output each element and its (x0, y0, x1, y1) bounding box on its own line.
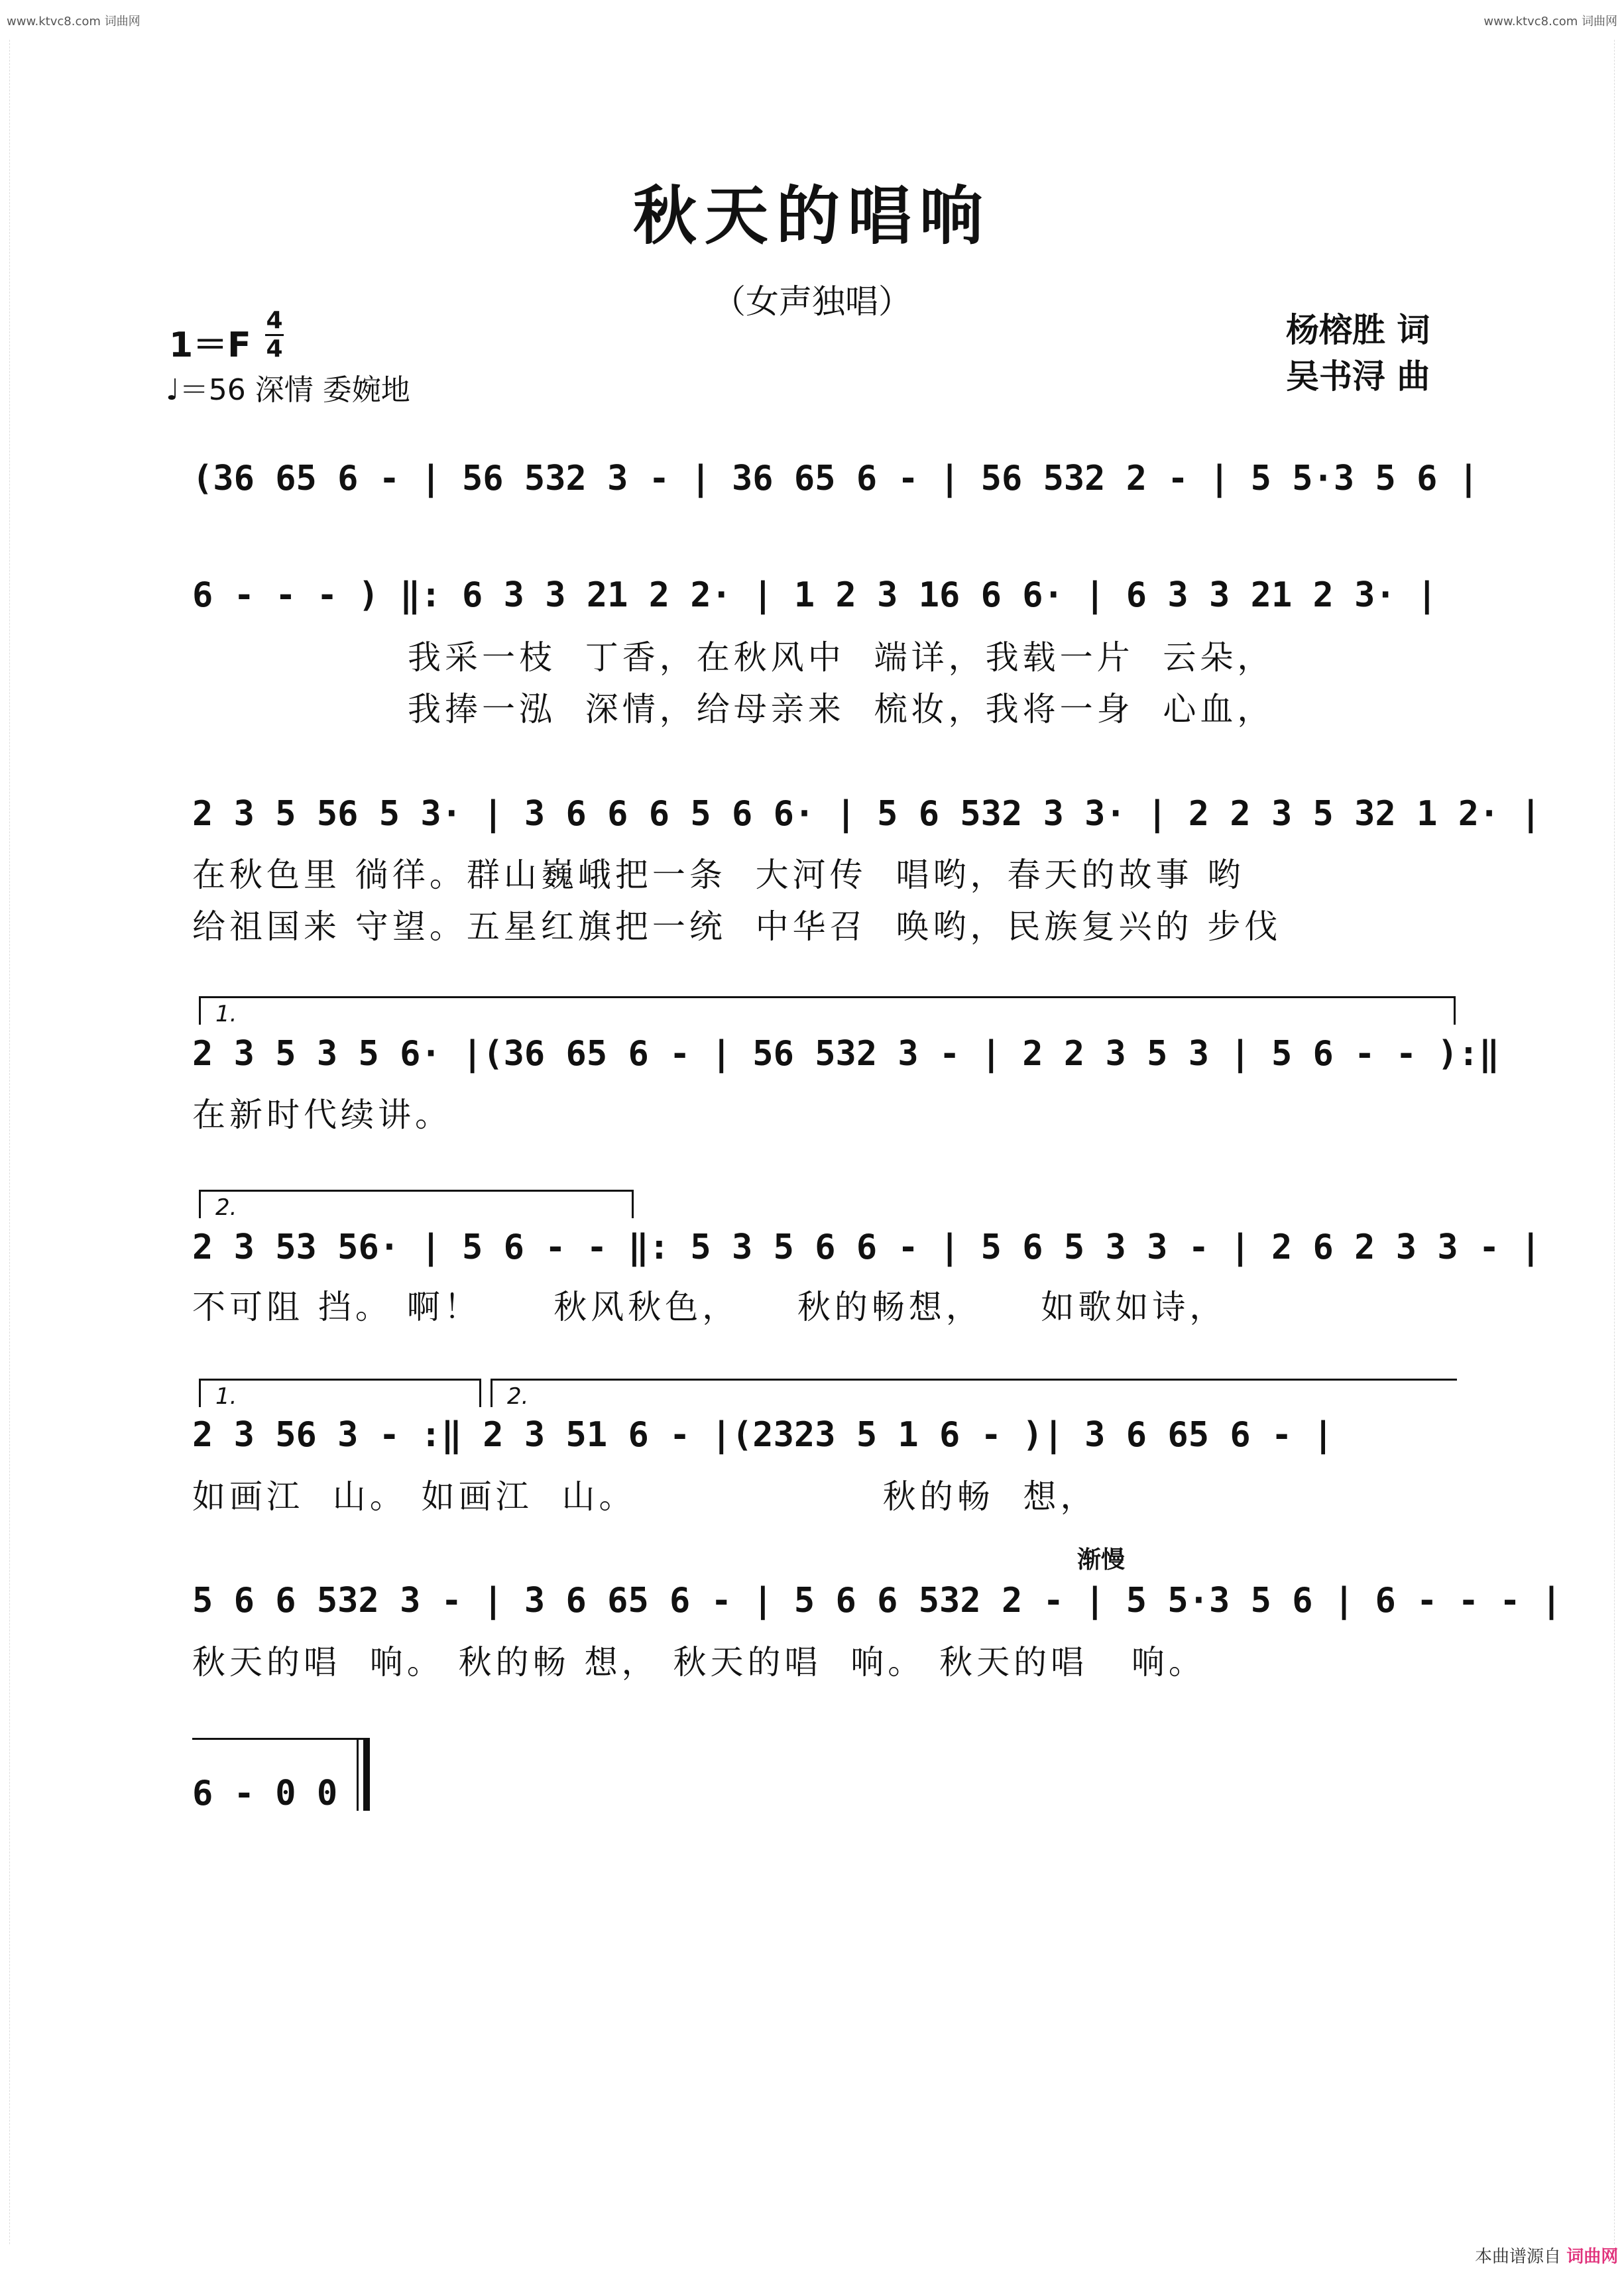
score-line-7: 5 6 6 532 3 - | 3 6 65 6 - | 5 6 6 532 2 - | 5 5·3 5 6 | 6 - - - | (192, 1581, 1562, 1621)
time-signature-bottom: 4 (266, 335, 283, 363)
time-signature (265, 309, 284, 361)
second-ending-bracket-b (491, 1379, 1457, 1410)
lyric-line-5: 不可阻 挡。 啊！ 秋风秋色， 秋的畅想， 如歌如诗， (192, 1288, 1227, 1326)
score-line-4: 2 3 5 3 5 6· |(36 65 6 - | 56 532 3 - | 2 2 3 5 3 | 5 6 - - ):‖ (192, 1034, 1500, 1074)
score-line-5: 2 3 53 56· | 5 6 - - ‖: 5 3 5 6 6 - | 5 6 5 3 3 - | 2 6 2 3 3 - | (192, 1228, 1541, 1267)
lyric-line-6: 如画江 山。 如画江 山。 秋的畅 想， (192, 1477, 1098, 1516)
score-line-8: 6 - 0 0 (192, 1774, 338, 1813)
footer-brand-link[interactable]: 词曲网 (1566, 2247, 1619, 2267)
song-subtitle: （女声独唱） (713, 282, 911, 321)
second-ending-label-a: 2. (215, 1194, 237, 1221)
final-barline-thick (363, 1738, 370, 1811)
tempo-marking: ♩＝56 深情 委婉地 (166, 373, 410, 407)
composer-credit: 吴书浔 曲 (1286, 357, 1430, 396)
site-header-right: www.ktvc8.com 词曲网 (1483, 15, 1617, 29)
score-line-3: 2 3 5 56 5 3· | 3 6 6 6 5 6 6· | 5 6 532 3 3· | 2 2 3 5 32 1 2· | (192, 794, 1541, 834)
key-signature: 1＝F (169, 325, 251, 365)
ritardando-marking: 渐慢 (1077, 1546, 1126, 1573)
lyricist-credit: 杨榕胜 词 (1286, 310, 1430, 349)
site-header-left: www.ktvc8.com 词曲网 (7, 15, 141, 29)
lyric-line-7: 秋天的唱 响。 秋的畅 想， 秋天的唱 响。 秋天的唱 响。 (192, 1643, 1206, 1682)
final-barline-thin (357, 1738, 359, 1811)
right-margin-strip (1614, 40, 1624, 2244)
left-margin-strip (0, 40, 10, 2244)
second-ending-label-b: 2. (507, 1383, 529, 1410)
footer (1475, 2243, 1618, 2267)
lyric-line-3-verse-2: 给祖国来 守望。五星红旗把一统 中华召 唤哟，民族复兴的 步伐 (192, 907, 1282, 946)
time-signature-top: 4 (266, 307, 283, 334)
score-line-1: (36 65 6 - | 56 532 3 - | 36 65 6 - | 56 532 2 - | 5 5·3 5 6 | (192, 459, 1479, 498)
first-ending-label-b: 1. (215, 1383, 237, 1410)
lyric-line-2-verse-1: 我采一枝 丁香，在秋风中 端详，我载一片 云朵， (408, 638, 1275, 677)
score-line-6: 2 3 56 3 - :‖ 2 3 51 6 - |(2323 5 1 6 - )| 3 6 65 6 - | (192, 1415, 1334, 1455)
lyric-line-2-verse-2: 我捧一泓 深情，给母亲来 梳妆，我将一身 心血， (408, 690, 1275, 728)
footer-text: 本曲谱源自 (1475, 2247, 1562, 2267)
song-title: 秋天的唱响 (633, 178, 991, 253)
second-ending-bracket-a (199, 1190, 634, 1221)
final-tie (192, 1738, 365, 1740)
lyric-line-4: 在新时代续讲。 (192, 1096, 452, 1134)
first-ending-bracket-a (199, 996, 1456, 1025)
lyric-line-3-verse-1: 在秋色里 徜徉。群山巍峨把一条 大河传 唱哟，春天的故事 哟 (192, 856, 1245, 894)
score-line-2: 6 - - - ) ‖: 6 3 3 21 2 2· | 1 2 3 16 6 6· | 6 3 3 21 2 3· | (192, 575, 1438, 615)
first-ending-label-a: 1. (215, 1001, 237, 1027)
first-ending-bracket-b (199, 1379, 481, 1410)
